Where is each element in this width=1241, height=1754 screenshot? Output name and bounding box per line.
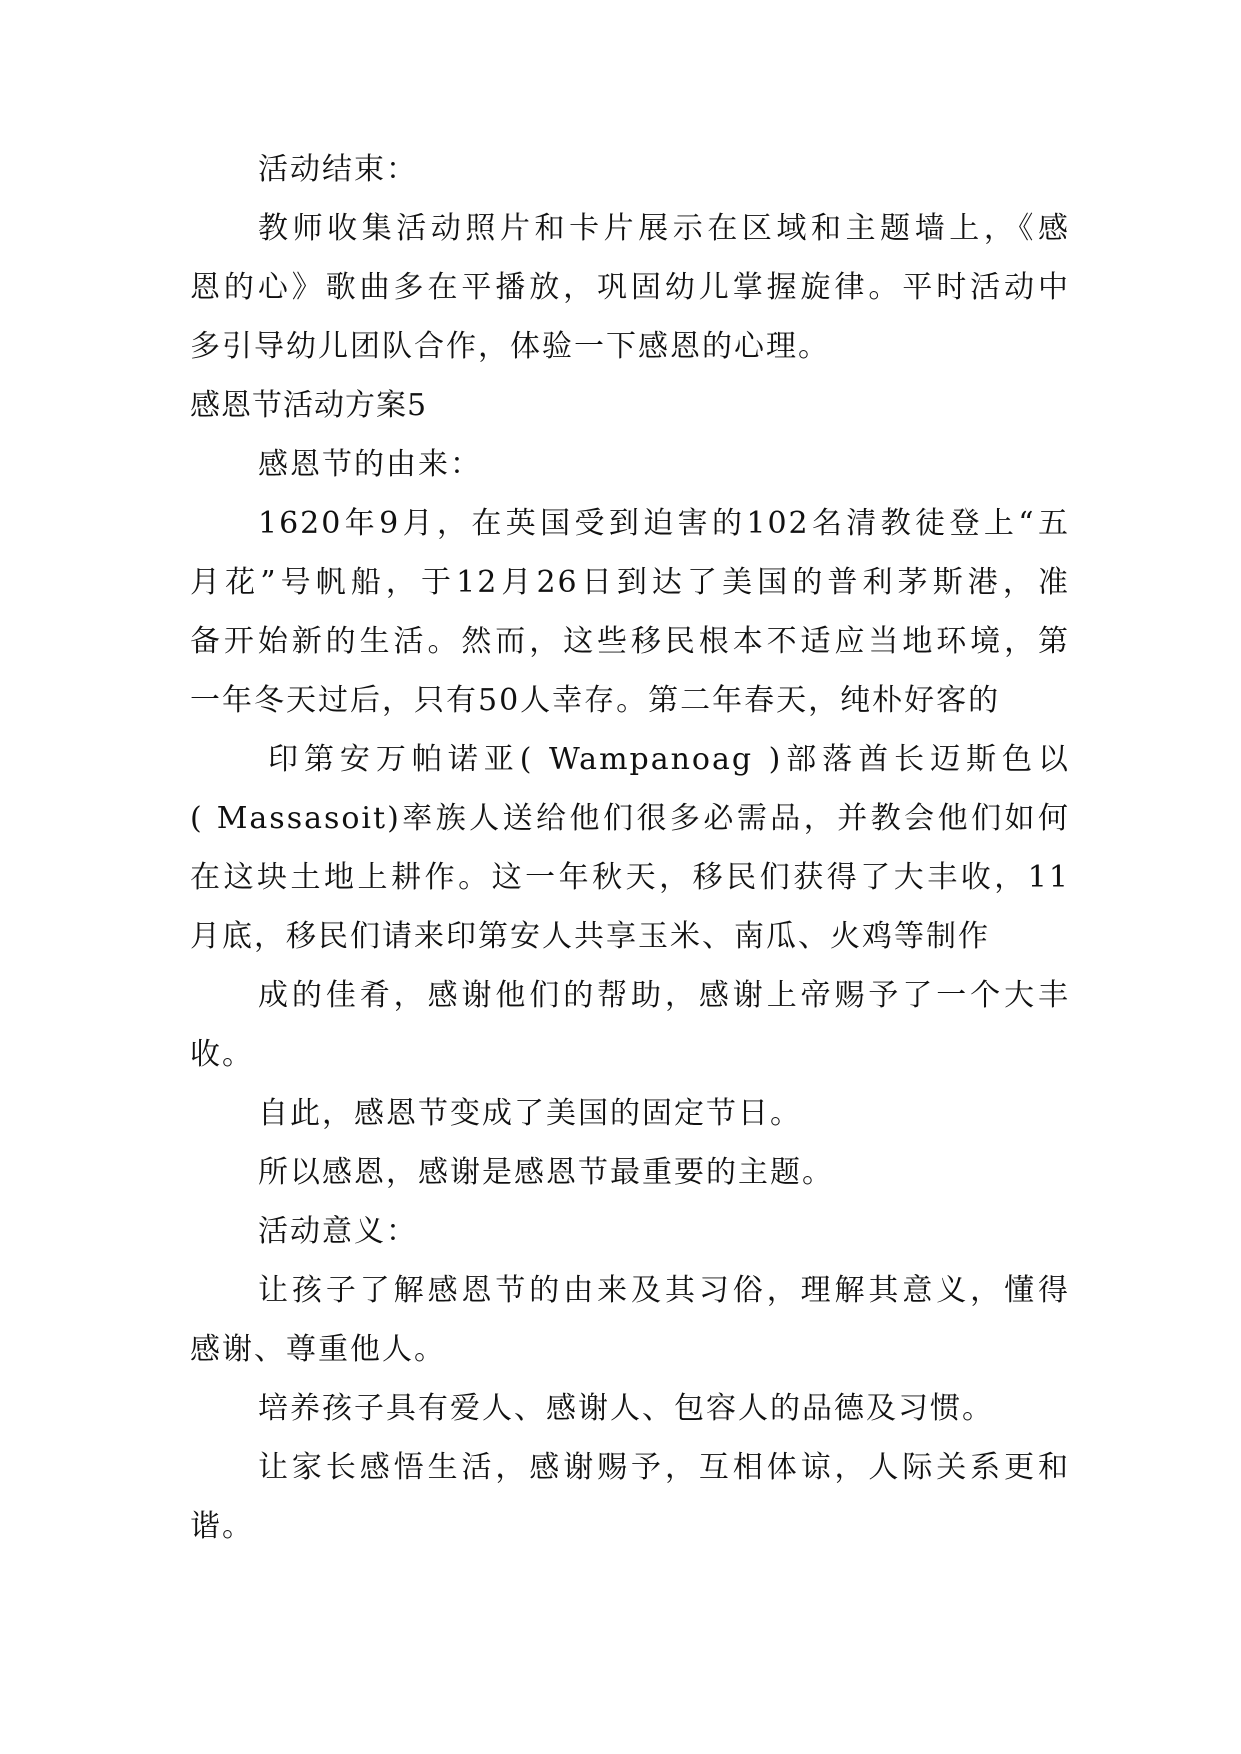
paragraph-line: 收。 (190, 1037, 254, 1072)
paragraph-line: 成的佳肴，感谢他们的帮助，感谢上帝赐予了一个大丰 (258, 978, 1070, 1013)
paragraph-line: 月底，移民们请来印第安人共享玉米、南瓜、火鸡等制作 (190, 919, 990, 954)
paragraph-line: 所以感恩，感谢是感恩节最重要的主题。 (258, 1155, 834, 1190)
paragraph-line: 培养孩子具有爱人、感谢人、包容人的品德及习惯。 (258, 1391, 994, 1426)
paragraph-line: 感谢、尊重他人。 (190, 1332, 446, 1367)
paragraph-line: 在这块土地上耕作。这一年秋天，移民们获得了大丰收，11 (190, 860, 1070, 895)
paragraph-line: 印第安万帕诺亚( Wampanoag )部落酋长迈斯色以 (268, 742, 1070, 777)
paragraph-line: 让家长感悟生活，感谢赐予，互相体谅，人际关系更和 (258, 1450, 1070, 1485)
paragraph-line: 备开始新的生活。然而，这些移民根本不适应当地环境，第 (190, 624, 1070, 659)
paragraph-line: 谐。 (190, 1509, 254, 1544)
paragraph-line: 一年冬天过后，只有50人幸存。第二年春天，纯朴好客的 (190, 683, 1001, 718)
paragraph-line-activity-end-heading: 活动结束： (258, 152, 418, 187)
paragraph-line: 月花”号帆船，于12月26日到达了美国的普利茅斯港，准 (190, 565, 1070, 600)
paragraph-line: 1620年9月，在英国受到迫害的102名清教徒登上“五 (258, 506, 1070, 541)
section-title: 感恩节活动方案5 (190, 388, 428, 423)
paragraph-line: 自此，感恩节变成了美国的固定节日。 (258, 1096, 802, 1131)
paragraph-line-origin-heading: 感恩节的由来： (258, 447, 482, 482)
paragraph-line: 多引导幼儿团队合作，体验一下感恩的心理。 (190, 329, 830, 364)
paragraph-line: 让孩子了解感恩节的由来及其习俗，理解其意义，懂得 (258, 1273, 1070, 1308)
paragraph-line-significance-heading: 活动意义： (258, 1214, 418, 1249)
paragraph-line: 教师收集活动照片和卡片展示在区域和主题墙上，《感 (258, 211, 1070, 246)
paragraph-line: ( Massasoit)率族人送给他们很多必需品，并教会他们如何 (190, 801, 1070, 836)
paragraph-line: 恩的心》歌曲多在平播放，巩固幼儿掌握旋律。平时活动中 (190, 270, 1070, 305)
